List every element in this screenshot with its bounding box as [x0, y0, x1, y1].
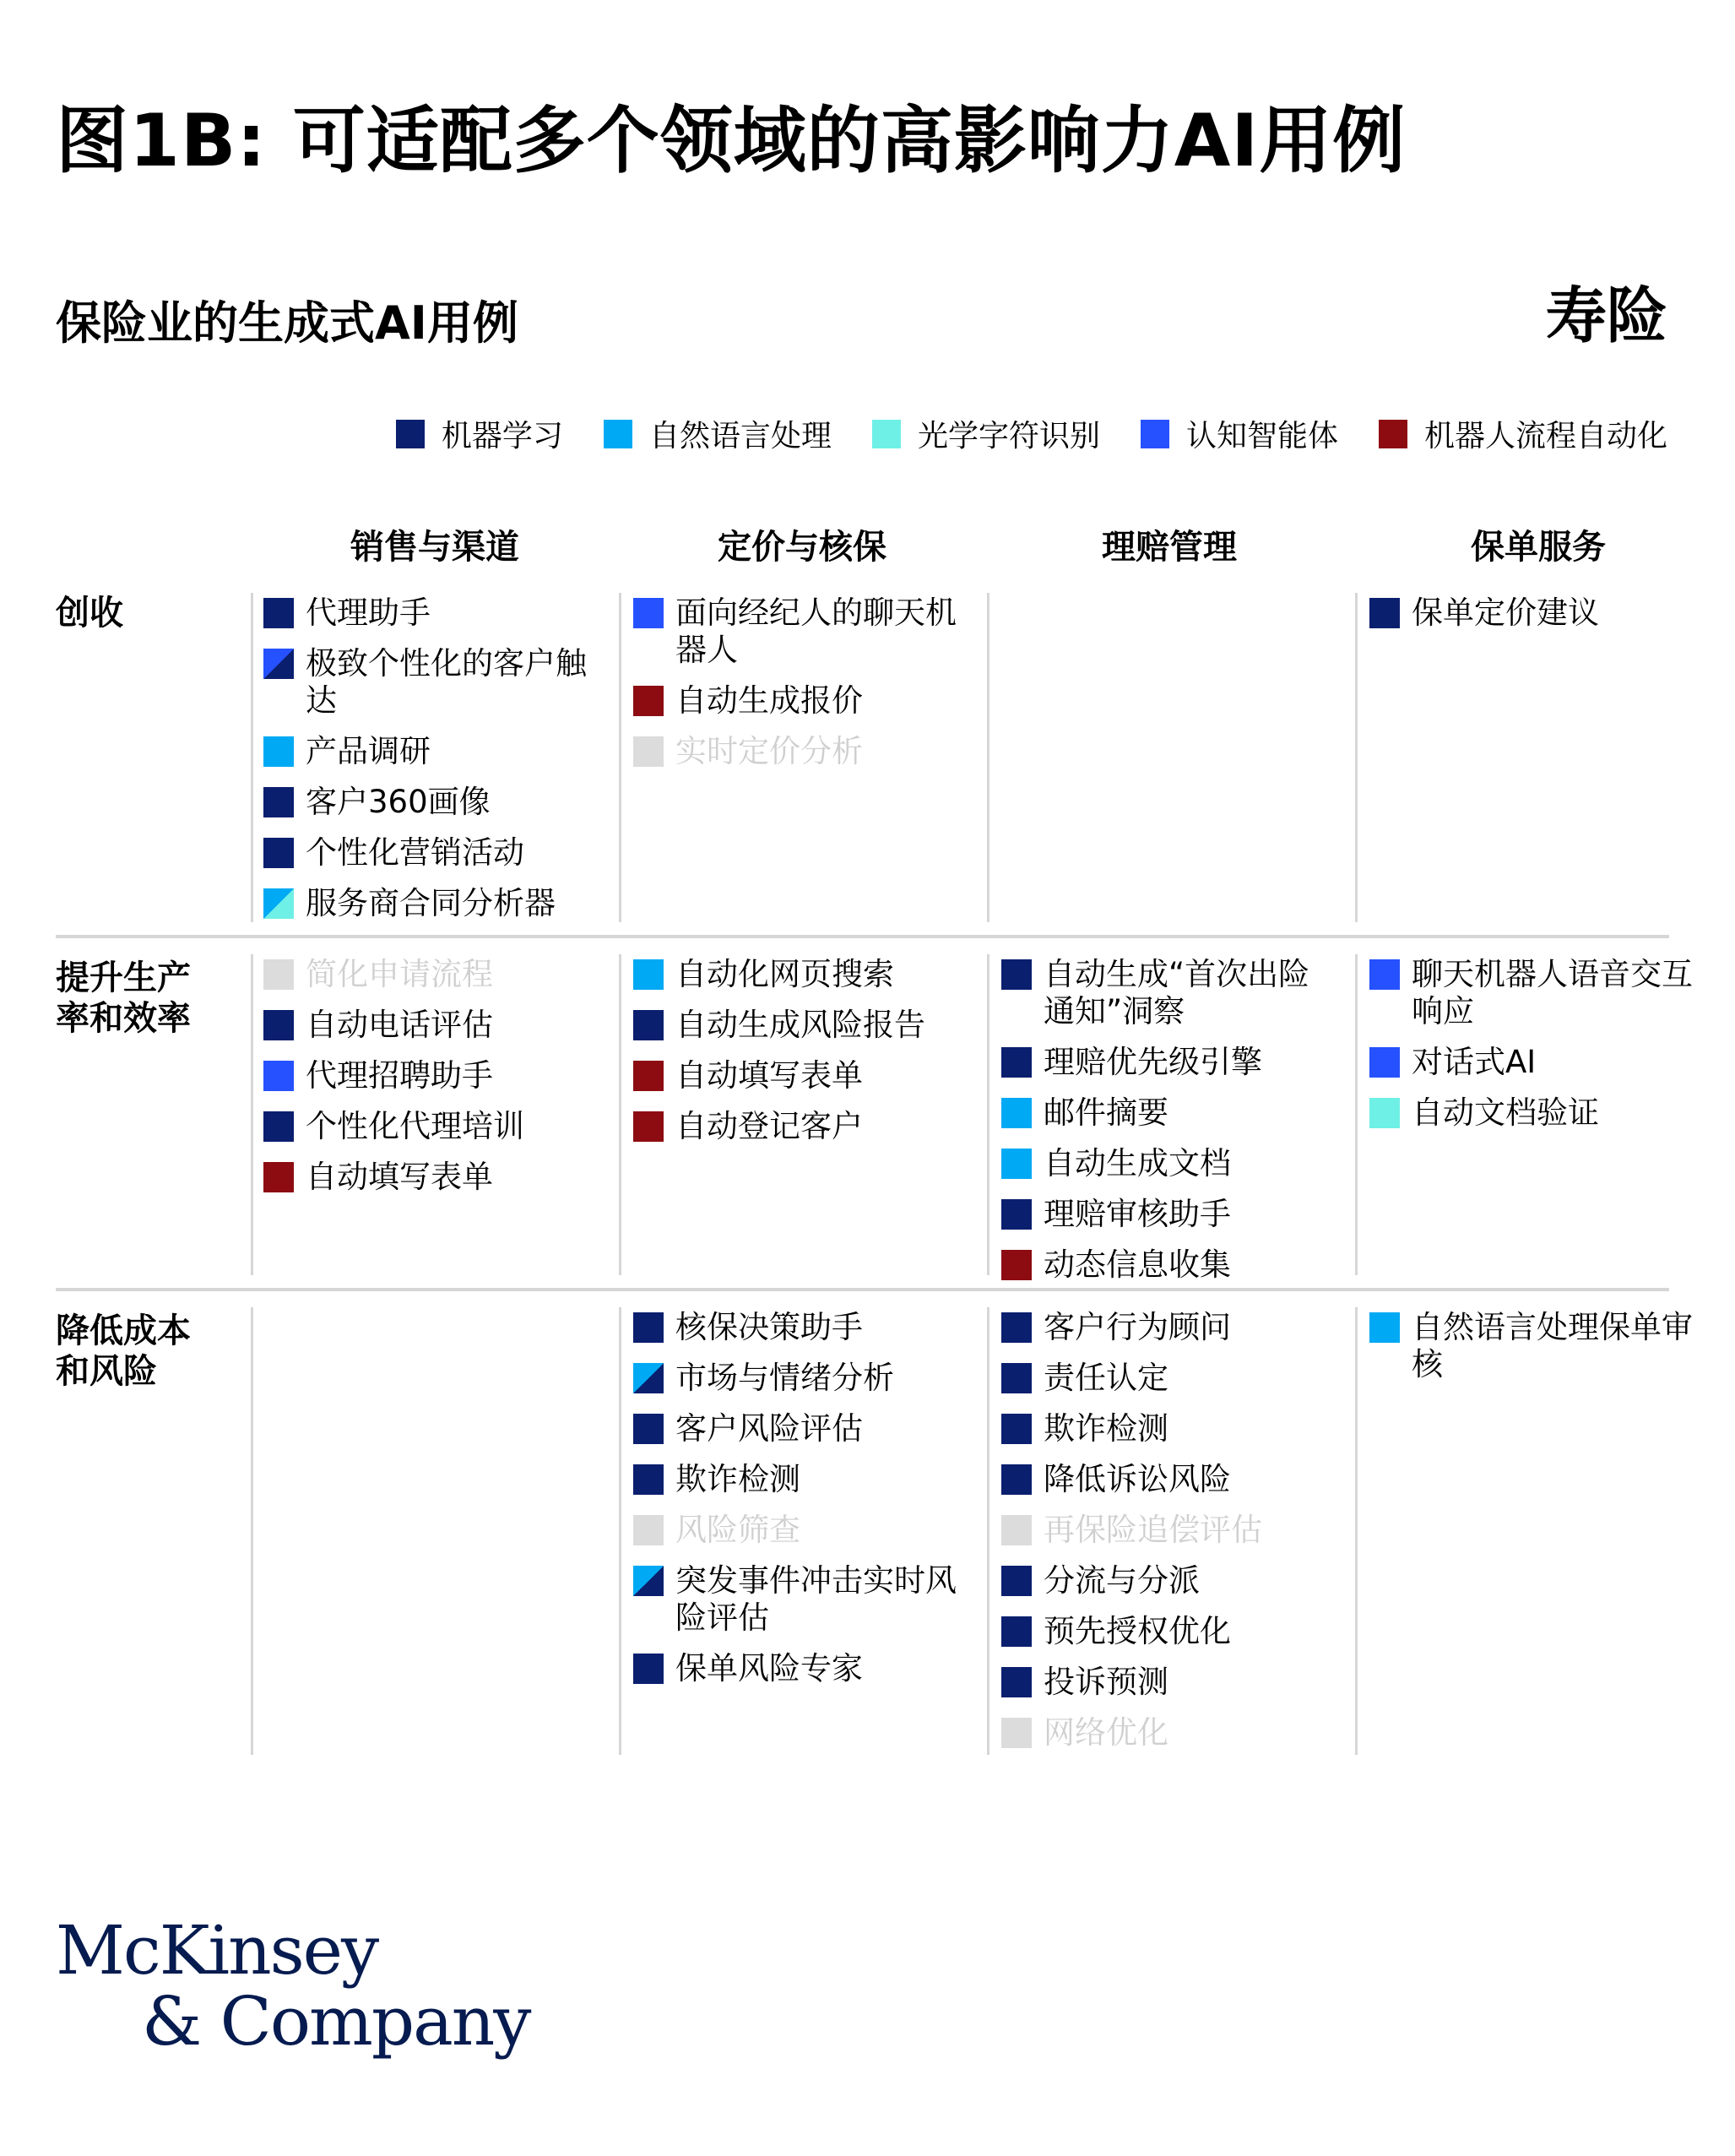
- row-divider: [56, 1288, 1669, 1291]
- use-case-label: 理赔审核助手: [1044, 1196, 1231, 1232]
- segment-label: 寿险: [1545, 280, 1667, 351]
- rpa-swatch-icon: [263, 1162, 294, 1192]
- ml-swatch-icon: [1369, 598, 1400, 628]
- use-case-item: [1001, 1360, 1339, 1397]
- nlp-swatch-icon: [1369, 1312, 1400, 1343]
- ml-swatch-icon: [1001, 1616, 1032, 1647]
- ml-swatch-icon: [263, 787, 294, 817]
- use-case-label: 自动填写表单: [675, 1057, 863, 1094]
- legend-label: 认知智能体: [1185, 419, 1338, 453]
- cell-revenue-pricing: [633, 595, 971, 784]
- column-divider: [251, 593, 253, 922]
- use-case-label: 服务商合同分析器: [306, 885, 556, 921]
- use-case-label: 再保险追偿评估: [1044, 1512, 1262, 1548]
- use-case-label: 自动化网页搜索: [675, 956, 894, 992]
- legend-label: 自然语言处理: [648, 419, 832, 453]
- use-case-label: 保单定价建议: [1412, 595, 1599, 631]
- ml-swatch-icon: [1001, 1363, 1032, 1393]
- nlp-swatch-icon: [263, 736, 294, 767]
- use-case-label: 代理招聘助手: [306, 1057, 493, 1094]
- use-case-item: [633, 733, 971, 770]
- use-case-label: 责任认定: [1044, 1360, 1168, 1396]
- cell-productivity-pricing: [633, 956, 971, 1159]
- muted-swatch-icon: [1001, 1515, 1032, 1545]
- use-case-item: [633, 956, 971, 993]
- use-case-label: 理赔优先级引擎: [1044, 1044, 1262, 1080]
- use-case-label: 面向经纪人的聊天机器人: [675, 595, 957, 668]
- use-case-item: [263, 1108, 601, 1145]
- use-case-item: [263, 645, 601, 720]
- column-divider: [619, 1307, 621, 1755]
- use-case-item: [1001, 1512, 1339, 1549]
- nlp-swatch-icon: [1001, 1098, 1032, 1128]
- rpa-swatch-icon: [633, 686, 664, 716]
- legend-label: 光学字符识别: [917, 419, 1100, 453]
- legend-item-ml: [396, 412, 563, 455]
- use-case-label: 分流与分派: [1044, 1562, 1200, 1599]
- use-case-label: 自动登记客户: [675, 1108, 863, 1144]
- use-case-item: [263, 885, 601, 922]
- agent-swatch-icon: [633, 598, 664, 628]
- column-divider: [1355, 593, 1358, 922]
- rpa-swatch-icon: [1379, 420, 1407, 448]
- column-divider: [619, 954, 621, 1275]
- use-case-label: 客户行为顾问: [1044, 1309, 1231, 1345]
- muted-swatch-icon: [263, 959, 294, 990]
- row-label-cost-risk: 降低成本和风险: [56, 1312, 191, 1391]
- use-case-item: [633, 1650, 971, 1687]
- column-header-policy: 保单服务: [1471, 528, 1606, 567]
- ml-swatch-icon: [263, 1010, 294, 1040]
- use-case-label: 对话式AI: [1412, 1044, 1537, 1080]
- use-case-item: [1369, 956, 1707, 1030]
- use-case-item: [633, 1562, 971, 1637]
- use-case-item: [1001, 1664, 1339, 1701]
- use-case-item: [1369, 1309, 1707, 1383]
- cell-cost-risk-policy: [1369, 1309, 1707, 1397]
- legend-item-nlp: [604, 412, 832, 455]
- use-case-label: 投诉预测: [1044, 1664, 1168, 1700]
- ml-swatch-icon: [633, 1464, 664, 1495]
- use-case-item: [633, 682, 971, 720]
- logo-line-1: McKinsey: [56, 1911, 378, 1990]
- use-case-item: [263, 1159, 601, 1196]
- use-case-label: 风险筛查: [675, 1512, 800, 1548]
- use-case-label: 极致个性化的客户触达: [306, 645, 587, 719]
- nlp-swatch-icon: [633, 959, 664, 990]
- use-case-label: 产品调研: [306, 733, 431, 769]
- agent-swatch-icon: [1369, 1047, 1400, 1078]
- column-header-claims: 理赔管理: [1102, 528, 1237, 567]
- use-case-label: 个性化营销活动: [306, 834, 524, 871]
- use-case-label: 自动生成风险报告: [675, 1007, 925, 1043]
- use-case-label: 自动生成文档: [1044, 1145, 1231, 1181]
- rpa-swatch-icon: [633, 1111, 664, 1142]
- cell-revenue-sales: [263, 595, 601, 936]
- use-case-item: [1001, 1309, 1339, 1346]
- use-case-label: 欺诈检测: [675, 1461, 800, 1497]
- column-divider: [619, 593, 621, 922]
- figure-title: 图1B: 可适配多个领域的高影响力AI用例: [56, 99, 1407, 183]
- cell-cost-risk-claims: [1001, 1309, 1339, 1765]
- ocr-swatch-icon: [872, 420, 901, 448]
- use-case-label: 代理助手: [306, 595, 431, 631]
- use-case-label: 突发事件冲击实时风险评估: [675, 1562, 957, 1636]
- column-divider: [987, 1307, 989, 1755]
- rpa-swatch-icon: [1001, 1250, 1032, 1280]
- use-case-label: 自动电话评估: [306, 1007, 493, 1043]
- ml-swatch-icon: [263, 1111, 294, 1142]
- use-case-label: 保单风险专家: [675, 1650, 863, 1686]
- cell-revenue-policy: [1369, 595, 1707, 645]
- nlp-swatch-icon: [1001, 1149, 1032, 1179]
- use-case-label: 客户风险评估: [675, 1410, 863, 1447]
- use-case-label: 核保决策助手: [675, 1309, 863, 1345]
- cell-productivity-claims: [1001, 956, 1339, 1297]
- legend-item-agent: [1141, 412, 1338, 455]
- column-header-pricing: 定价与核保: [718, 528, 886, 567]
- ml-swatch-icon: [396, 420, 425, 448]
- use-case-label: 简化申请流程: [306, 956, 493, 992]
- use-case-item: [1001, 1562, 1339, 1599]
- legend-label: 机器人流程自动化: [1423, 419, 1667, 453]
- column-divider: [251, 1307, 253, 1755]
- use-case-item: [633, 1108, 971, 1145]
- muted-swatch-icon: [633, 1515, 664, 1545]
- use-case-label: 个性化代理培训: [306, 1108, 524, 1144]
- use-case-item: [1369, 1094, 1707, 1132]
- use-case-label: 聊天机器人语音交互响应: [1412, 956, 1693, 1029]
- use-case-item: [1001, 1094, 1339, 1132]
- column-divider: [987, 954, 989, 1275]
- muted-swatch-icon: [1001, 1718, 1032, 1748]
- use-case-item: [1001, 1044, 1339, 1081]
- muted-swatch-icon: [633, 736, 664, 767]
- use-case-item: [263, 834, 601, 872]
- logo-line-2: & Company: [142, 1982, 530, 2061]
- use-case-item: [263, 784, 601, 821]
- use-case-label: 市场与情绪分析: [675, 1360, 894, 1396]
- ml-swatch-icon: [263, 598, 294, 628]
- ml-swatch-icon: [1001, 1464, 1032, 1495]
- rpa-swatch-icon: [633, 1061, 664, 1091]
- use-case-label: 邮件摘要: [1044, 1094, 1168, 1131]
- use-case-label: 动态信息收集: [1044, 1246, 1231, 1283]
- use-case-item: [263, 595, 601, 632]
- ocr-swatch-icon: [1369, 1098, 1400, 1128]
- use-case-item: [263, 956, 601, 993]
- ocr-nlp-swatch-icon: [263, 888, 294, 919]
- row-label-revenue: 创收: [56, 594, 123, 633]
- ml-swatch-icon: [633, 1414, 664, 1444]
- column-divider: [251, 954, 253, 1275]
- use-case-item: [633, 1309, 971, 1346]
- ml-swatch-icon: [263, 838, 294, 868]
- legend-item-ocr: [872, 412, 1100, 455]
- use-case-item: [1001, 1714, 1339, 1751]
- use-case-label: 自动文档验证: [1412, 1094, 1599, 1131]
- ml-agent-swatch-icon: [263, 649, 294, 679]
- legend-item-rpa: [1379, 412, 1667, 455]
- legend-label: 机器学习: [441, 419, 563, 453]
- use-case-item: [263, 733, 601, 770]
- use-case-label: 实时定价分析: [675, 733, 863, 769]
- column-header-sales: 销售与渠道: [350, 528, 519, 567]
- column-divider: [987, 593, 989, 922]
- ml-nlp-swatch-icon: [633, 1566, 664, 1596]
- figure-subtitle: 保险业的生成式AI用例: [56, 296, 518, 350]
- row-label-productivity: 提升生产率和效率: [56, 959, 191, 1038]
- ml-swatch-icon: [1001, 959, 1032, 990]
- agent-swatch-icon: [263, 1061, 294, 1091]
- use-case-item: [1001, 1410, 1339, 1447]
- use-case-item: [633, 1360, 971, 1397]
- use-case-item: [1369, 1044, 1707, 1081]
- ml-swatch-icon: [633, 1654, 664, 1684]
- use-case-label: 欺诈检测: [1044, 1410, 1168, 1447]
- agent-swatch-icon: [1141, 420, 1169, 448]
- ml-swatch-icon: [1001, 1312, 1032, 1343]
- mckinsey-logo: [56, 1911, 530, 2061]
- ml-swatch-icon: [633, 1010, 664, 1040]
- use-case-label: 自动填写表单: [306, 1159, 493, 1195]
- use-case-label: 客户360画像: [306, 784, 491, 820]
- ml-swatch-icon: [1001, 1414, 1032, 1444]
- use-case-item: [1001, 956, 1339, 1030]
- use-case-item: [263, 1007, 601, 1044]
- column-divider: [1355, 1307, 1358, 1755]
- use-case-item: [1001, 1613, 1339, 1650]
- ml-swatch-icon: [633, 1312, 664, 1343]
- legend: [396, 412, 1667, 455]
- use-case-item: [263, 1057, 601, 1094]
- cell-productivity-policy: [1369, 956, 1707, 1145]
- use-case-item: [633, 1057, 971, 1094]
- cell-productivity-sales: [263, 956, 601, 1209]
- column-divider: [1355, 954, 1358, 1275]
- use-case-label: 自动生成报价: [675, 682, 863, 719]
- cell-cost-risk-pricing: [633, 1309, 971, 1701]
- ml-nlp-swatch-icon: [633, 1363, 664, 1393]
- use-case-item: [633, 1512, 971, 1549]
- use-case-label: 降低诉讼风险: [1044, 1461, 1231, 1497]
- ml-swatch-icon: [1001, 1047, 1032, 1078]
- use-case-item: [633, 1410, 971, 1447]
- use-case-item: [1001, 1461, 1339, 1498]
- use-case-item: [1001, 1246, 1339, 1284]
- ml-swatch-icon: [1001, 1667, 1032, 1697]
- nlp-swatch-icon: [604, 420, 632, 448]
- use-case-label: 自动生成“首次出险通知”洞察: [1044, 956, 1310, 1029]
- use-case-item: [1001, 1196, 1339, 1233]
- use-case-item: [633, 1007, 971, 1044]
- use-case-item: [633, 1461, 971, 1498]
- use-case-item: [1369, 595, 1707, 632]
- use-case-label: 预先授权优化: [1044, 1613, 1231, 1649]
- agent-swatch-icon: [1369, 959, 1400, 990]
- use-case-label: 自然语言处理保单审核: [1412, 1309, 1693, 1382]
- use-case-item: [1001, 1145, 1339, 1182]
- use-case-item: [633, 595, 971, 669]
- use-case-label: 网络优化: [1044, 1714, 1168, 1751]
- ml-swatch-icon: [1001, 1566, 1032, 1596]
- ml-swatch-icon: [1001, 1199, 1032, 1230]
